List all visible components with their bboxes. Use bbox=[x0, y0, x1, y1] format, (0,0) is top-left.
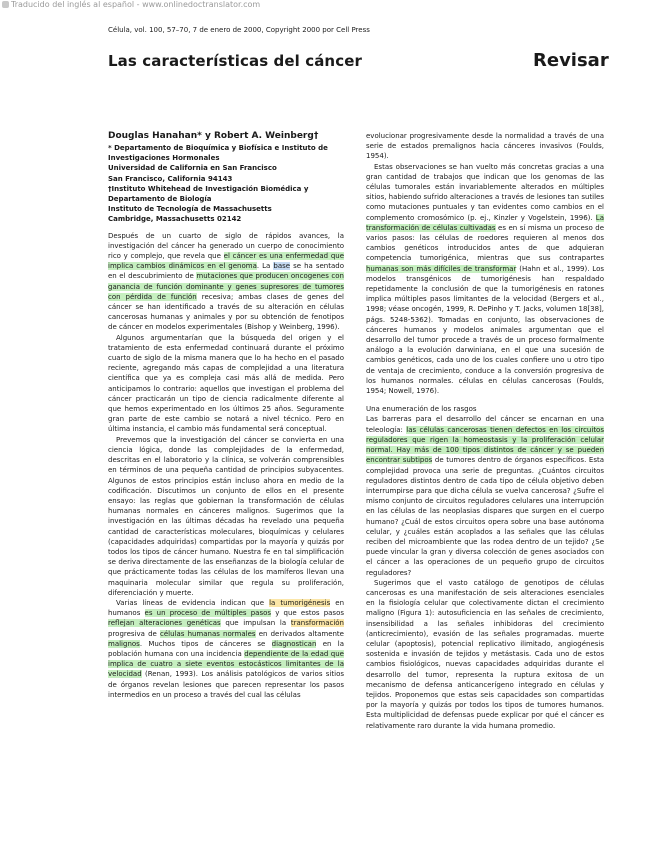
highlight: malignos bbox=[108, 639, 140, 648]
text: Después de un cuarto de siglo de rápidos avances, la investigación del cáncer ha generado un cuerpo de conocimiento rico y complejo, que revela que bbox=[108, 231, 344, 261]
highlight: mutaciones que producen oncogenes con ganancia de función dominante y genes supresores de tumores con pérdida de función bbox=[108, 272, 344, 301]
paragraph-5: evolucionar progresivamente desde la normalidad a través de una serie de estados premalignos hacia cánceres invasivos (Foulds, 1954). bbox=[366, 132, 604, 161]
right-column bbox=[366, 131, 604, 731]
text: . La bbox=[256, 262, 274, 271]
text: en la población humana con una incidencia bbox=[108, 639, 344, 658]
paragraph-3: Prevemos que la investigación del cáncer se convierta en una ciencia lógica, donde las complejidades de la enfermedad, descritas en el laboratorio y la clínica, se volverán comprensibles en términos de una pequeña cantidad de principios subyacentes. Algunos de estos principios están incluso ahora en medio de la codificación. Discutimos un conjunto de ellos en el presente ensayo: las reglas que gobiernan la transformación de células humanas normales en cánceres malignos. Sugerimos que la investigación en las últimas décadas ha revelado una pequeña cantidad de características moleculares, bioquímicas y celulares (capacidades adquiridas) compartidas por la mayoría y quizás por todos los tipos de cáncer humano. Nuestra fe en tal simplificación se deriva directamente de las enseñanzas de la biología celular de que prácticamente todas las células de los mamíferos llevan una maquinaria molecular similar que regula su proliferación, diferenciación y muerte. bbox=[108, 435, 344, 597]
text: . Muchos tipos de cánceres se bbox=[139, 639, 272, 648]
text: Varias líneas de evidencia indican que bbox=[116, 598, 270, 607]
highlight: el cáncer es una enfermedad que implica cambios dinámicos en el genoma bbox=[108, 252, 344, 271]
highlight: reflejan alteraciones genéticas bbox=[108, 619, 221, 628]
highlight: células humanas normales bbox=[160, 629, 256, 638]
text: recesiva; ambas clases de genes del cáncer se han identificado a través de su alteración en células cancerosas humanas y animales y por su obtención de fenotipos de cáncer en modelos experimentales (Bishop y Weinberg, 1996). bbox=[108, 292, 344, 332]
banner-text: Traducido del inglés al español - www.onlinedoctranslator.com bbox=[11, 0, 261, 9]
article-title: Las características del cáncer bbox=[108, 52, 362, 70]
highlight: base bbox=[273, 262, 291, 271]
text: (Hahn et al., 1999). Los modelos transgénicos de tumorigénesis han respaldado repetidamente la conclusión de que la tumorigénesis en ratones implica múltiples pasos limitantes de la velocidad (Bergers et al., 1998; véase oncogén, 1999, R. DePinho y T. Jacks, volumen 18[38], págs. 5248-5362). Tomadas en conjunto, las observaciones de cánceres humanos y modelos animales argumentan que el desarrollo del tumor procede a través de un proceso formalmente análogo a la evolución darwiniana, en el que una sucesión de cambios genéticos, cada uno de los cuales confiere uno u otro tipo de ventaja de crecimiento, conduce a la conversión progresiva de los humanos normales. células en células cancerosas (Foulds, 1954; Nowell, 1976). bbox=[366, 264, 605, 396]
paragraph-7 bbox=[366, 414, 604, 577]
text: Las barreras para el desarrollo del cáncer se encarnan en una teleología: bbox=[366, 415, 604, 434]
highlight: La transformación de células cultivadas bbox=[366, 213, 604, 232]
text: es en sí misma un proceso de varios pasos: las células de roedores requieren al menos dos cambios genéticos introducidos antes de que adquieran competencia tumorigénica, mientras que sus contrapartes bbox=[366, 223, 604, 263]
text: en derivados altamente bbox=[255, 629, 344, 638]
text: (Renan, 1993). Los análisis patológicos de varios sitios de órganos revelan lesiones que parecen representar los pasos intermedios en un proceso a través del cual las células bbox=[108, 670, 344, 699]
journal-citation: Célula, vol. 100, 57–70, 7 de enero de 2000, Copyright 2000 por Cell Press bbox=[108, 26, 370, 34]
text: progresiva de bbox=[108, 629, 160, 638]
highlight: la tumorigénesis bbox=[269, 598, 331, 607]
text: se ha sentado en el descubrimiento de bbox=[108, 262, 344, 281]
text: de tumores dentro de órganos específicos. Esta complejidad provoca una serie de preguntas. ¿Cuántos circuitos reguladores distintos dentro de cada tipo de célula objetivo deben interrumpirse para que dicha célula se vuelva cancerosa? ¿Sufre el mismo conjunto de circuitos reguladores celulares una interrupción en las células de las neoplasias dispares que surgen en el cuerpo humano? ¿Cuál de estos circuitos opera sobre una base autónoma celular, y ¿cuáles están acoplados a las señales que las células reciben del microambiente que las rodea dentro de un tejido? ¿Se puede vincular la gran y diversa colección de genes asociados con el cáncer a las operaciones de un pequeño grupo de circuitos reguladores? bbox=[366, 456, 605, 577]
authors: Douglas Hanahan* y Robert A. Weinberg† bbox=[108, 131, 319, 141]
text: y que estos pasos bbox=[271, 609, 345, 618]
text: en humanos bbox=[108, 598, 345, 618]
text: que impulsan la bbox=[220, 619, 291, 628]
highlight: es un proceso de múltiples pasos bbox=[144, 609, 272, 618]
highlight: dependiente de la edad que implica de cuatro a siete eventos estocásticos limitantes de la velocidad bbox=[108, 649, 344, 679]
translator-logo-icon bbox=[2, 1, 9, 8]
section-heading: Una enumeración de los rasgos bbox=[366, 405, 477, 414]
paragraph-6 bbox=[366, 162, 604, 397]
translation-banner bbox=[2, 0, 260, 10]
paragraph-2: Algunos argumentarían que la búsqueda del origen y el tratamiento de esta enfermedad continuará durante el próximo cuarto de siglo de la misma manera que lo ha hecho en el pasado reciente, agregando más capas de complejidad a una literatura científica que ya es compleja casi más allá de medida. Pero anticipamos lo contrario: aquellos que investigan el problema del cáncer practicarán un tipo de ciencia radicalmente diferente al que hemos experimentado en los últimos 25 años. Seguramente gran parte de este cambio se notará a nivel técnico. Pero en última instancia, el cambio más fundamental será conceptual. bbox=[108, 333, 344, 434]
highlight: transformación bbox=[290, 619, 344, 628]
affiliations: * Departamento de Bioquímica y Biofísica e Instituto de Investigaciones Hormonales Universidad de California en San Francisco San Francisco, California 94143 †Instituto Whitehead de Investigación Biomédica y Departamento de Biología Instituto de Tecnología de Massachusetts Cambridge, Massachusetts 02142 bbox=[108, 144, 328, 224]
paragraph-8: Sugerimos que el vasto catálogo de genotipos de células cancerosas es una manifestación de seis alteraciones esenciales en la fisiología celular que colectivamente dictan el crecimiento maligno (Figura 1): autosuficiencia en las señales de crecimiento, insensibilidad a las señales inhibidoras del crecimiento (anticrecimiento), evasión de las señales programadas. muerte celular (apoptosis), potencial replicativo ilimitado, angiogénesis sostenida e invasión de tejidos y metástasis. Cada uno de estos cambios fisiológicos, nuevas capacidades adquiridas durante el desarrollo del tumor, representa la ruptura exitosa de un mecanismo de defensa anticancerígeno integrado en células y tejidos. Proponemos que estas seis capacidades son compartidas por la mayoría y quizás por todos los tipos de tumores humanos. Esta multiplicidad de defensas puede explicar por qué el cáncer es relativamente raro durante la vida humana promedio. bbox=[366, 578, 604, 730]
text: Estas observaciones se han vuelto más concretas gracias a una gran cantidad de trabajos que indican que los genomas de las células tumorales están invariablemente alterados en múltiples sitios, habiendo sufrido alteraciones a través de lesiones tan sutiles como mutaciones puntuales y tan evidentes como cambios en el complemento cromosómico (p. ej., Kinzler y Vogelstein, 1996). bbox=[366, 162, 604, 222]
section-label: Revisar bbox=[533, 50, 609, 71]
highlight: las células cancerosas tienen defectos en los circuitos reguladores que rigen la homeostasis y la proliferación celular normal. Hay más de 100 tipos distintos de cáncer y se pueden encontrar subtipos bbox=[366, 425, 604, 465]
left-column bbox=[108, 131, 344, 700]
paragraph-4 bbox=[108, 598, 344, 700]
highlight: diagnostican bbox=[271, 639, 317, 648]
highlight: humanas son más difíciles de transformar bbox=[366, 264, 517, 273]
paragraph-1 bbox=[108, 231, 344, 333]
